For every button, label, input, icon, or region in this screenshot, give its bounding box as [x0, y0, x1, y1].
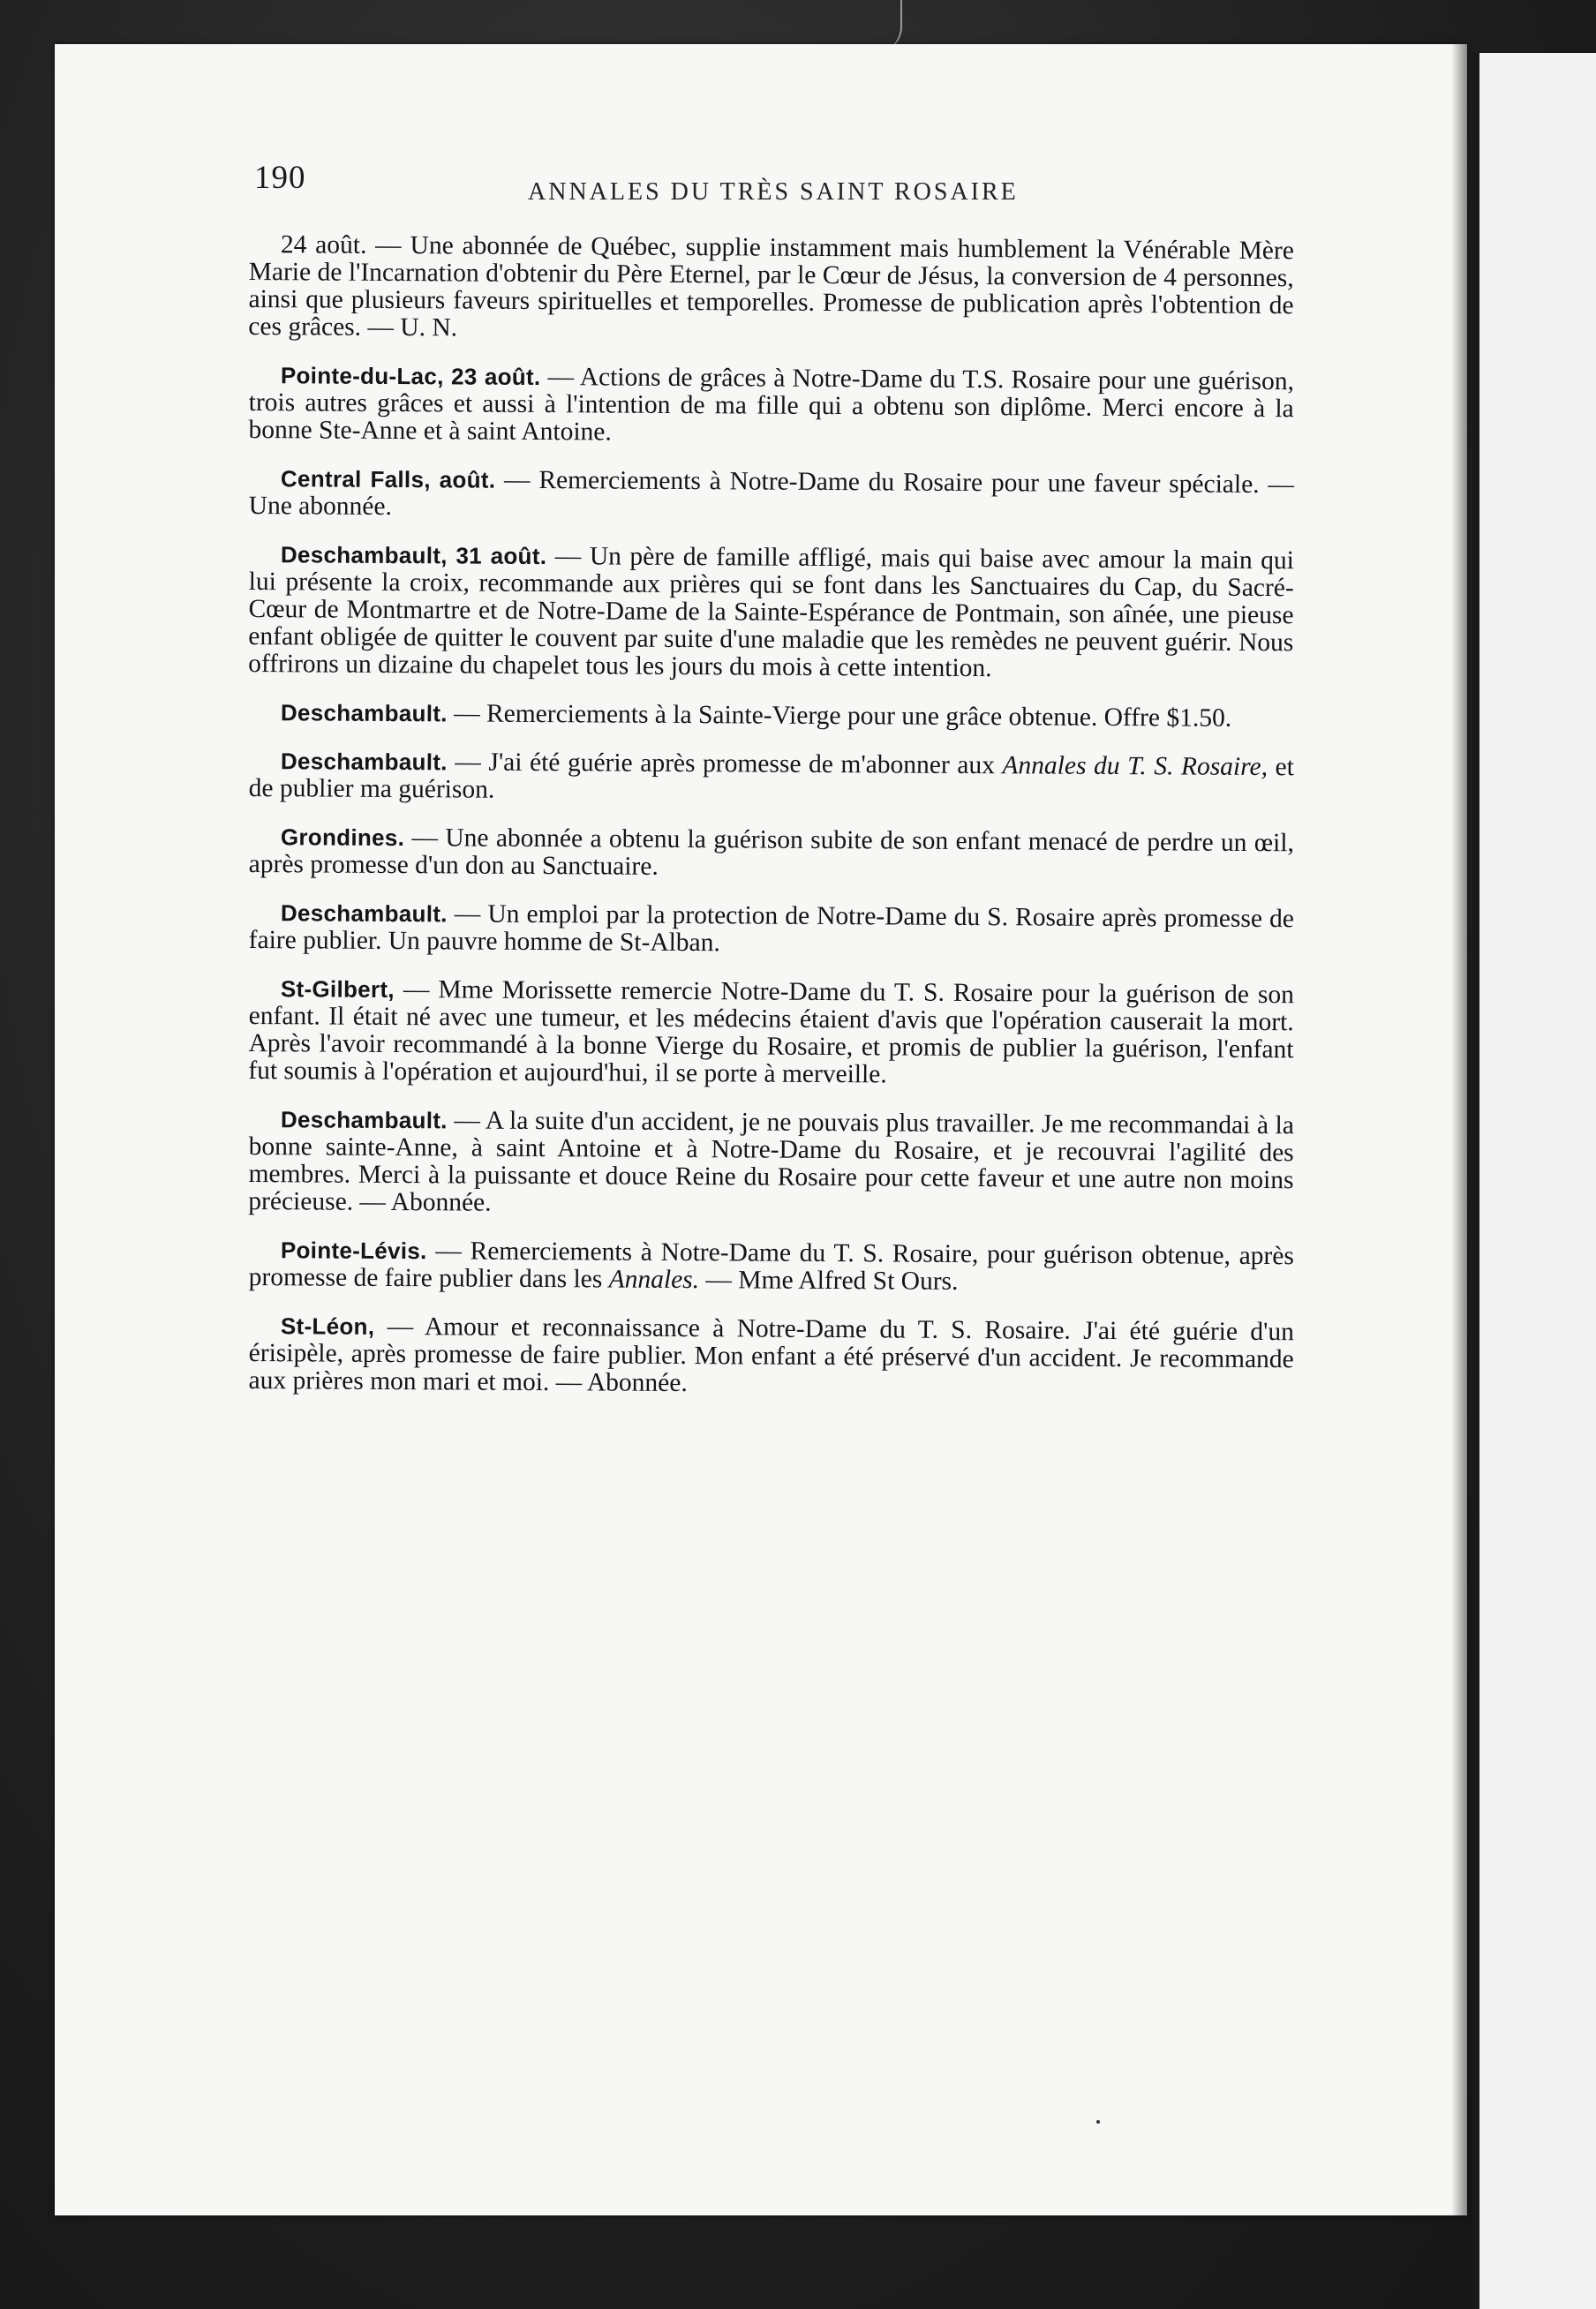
entry-3	[249, 465, 1294, 526]
entry-4	[248, 541, 1294, 684]
entry-place: Pointe-Lévis.	[280, 1237, 427, 1265]
page-edge-shadow	[1451, 44, 1467, 2215]
entry-place: Pointe-du-Lac, 23 août.	[280, 362, 541, 391]
entry-12	[248, 1312, 1294, 1401]
adjacent-page-edge	[1472, 53, 1596, 2309]
page-header	[254, 124, 1296, 206]
entry-text: — Remerciements à la Sainte-Vierge pour une grâce obtenue. Offre $1.50.	[454, 699, 1232, 733]
entry-text: — Remerciements à Notre-Dame du T. S. Rosaire, pour guérison obtenue, après promesse de faire publier dans les	[248, 1237, 1294, 1294]
entry-place: Deschambault.	[280, 899, 448, 928]
entry-place: St-Gilbert,	[280, 975, 395, 1004]
entry-text: — Actions de grâces à Notre-Dame du T.S. Rosaire pour une guérison, trois autres grâces et aussi à l'intention de ma fille qui a obtenu son diplôme. Merci encore à la bonne Ste-Anne et à saint Antoine.	[248, 363, 1294, 447]
entry-8	[249, 899, 1294, 960]
entry-text-end: — Mme Alfred St Ours.	[698, 1266, 959, 1296]
entry-text-end: et de publier ma guérison.	[248, 753, 1294, 804]
entry-place: Deschambault.	[280, 1106, 448, 1134]
entry-text: 24 août. — Une abonnée de Québec, supplie instamment mais humblement la Vénérable Mère Marie de l'Incarnation d'obtenir du Père Eternel, par le Cœur de Jésus, la conversion de 4 personnes, ainsi que plusieurs faveurs spirituelles et temporelles. Promesse de publication après l'obtention de ces grâces. — U. N.	[248, 230, 1294, 342]
entry-place: St-Léon,	[280, 1312, 375, 1340]
entry-text: — Amour et reconnaissance à Notre-Dame du T. S. Rosaire. J'ai été guérie d'un érisipèle, après promesse de faire publier. Mon enfant a été préservé d'un accident. Je recommande aux prières mon mari et moi. — Abonnée.	[248, 1312, 1294, 1398]
entry-place: Deschambault.	[280, 699, 448, 727]
entry-1	[248, 231, 1294, 347]
entry-text: — A la suite d'un accident, je ne pouvais plus travailler. Je me recommandai à la bonne sainte-Anne, à saint Antoine et à Notre-Dame du Rosaire, et je recouvrai l'agilité des membres. Merci à la puissante et douce Reine du Rosaire pour cette faveur et une autre non moins précieuse. — Abonnée.	[248, 1106, 1294, 1217]
entry-5	[249, 699, 1294, 733]
entry-italic-title: Annales du T. S. Rosaire,	[1002, 751, 1269, 782]
running-title: ANNALES DU TRÈS SAINT ROSAIRE	[528, 178, 1019, 206]
entry-place: Central Falls, août.	[280, 465, 496, 493]
dust-speck	[1096, 2120, 1100, 2124]
entry-text: — J'ai été guérie après promesse de m'abonner aux	[455, 748, 1003, 780]
entry-place: Grondines.	[280, 824, 405, 852]
page-body	[249, 231, 1294, 1416]
entry-2	[248, 362, 1294, 450]
entry-place: Deschambault, 31 août.	[280, 541, 547, 570]
entry-9	[248, 975, 1294, 1091]
entry-text: — Remerciements à Notre-Dame du Rosaire pour une faveur spéciale. — Une abonnée.	[248, 465, 1294, 521]
entry-text: — Mme Morissette remercie Notre-Dame du T. S. Rosaire pour la guérison de son enfant. Il était né avec une tumeur, et les médecins étaient d'avis que l'opération causerait la mort. Après l'avoir recommandé à la bonne Vierge du Rosaire, et promis de publier la guérison, l'enfant fut soumis à l'opération et aujourd'hui, il se porte à merveille.	[248, 975, 1294, 1089]
entry-6	[249, 748, 1294, 809]
entry-7	[249, 824, 1294, 884]
entry-italic-title: Annales.	[608, 1265, 700, 1295]
page-number: 190	[254, 160, 306, 196]
entry-10	[248, 1106, 1294, 1222]
entry-text: — Un père de famille affligé, mais qui baise avec amour la main qui lui présente la croix, recommande aux prières qui se font dans les Sanctuaires du Cap, du Sacré-Cœur de Montmartre et de Notre-Dame de la Sainte-Espérance de Pontmain, son aînée, une pieuse enfant obligée de quitter le couvent par suite d'une maladie que les remèdes ne peuvent guérir. Nous offrirons un dizaine du chapelet tous les jours du mois à cette intention.	[248, 542, 1294, 683]
entry-11	[249, 1237, 1294, 1297]
entry-text: — Un emploi par la protection de Notre-Dame du S. Rosaire après promesse de faire publier. Un pauvre homme de St-Alban.	[248, 899, 1294, 958]
entry-text: — Une abonnée a obtenu la guérison subite de son enfant menacé de perdre un œil, après promesse d'un don au Sanctuaire.	[248, 824, 1294, 881]
entry-place: Deschambault.	[280, 748, 448, 776]
